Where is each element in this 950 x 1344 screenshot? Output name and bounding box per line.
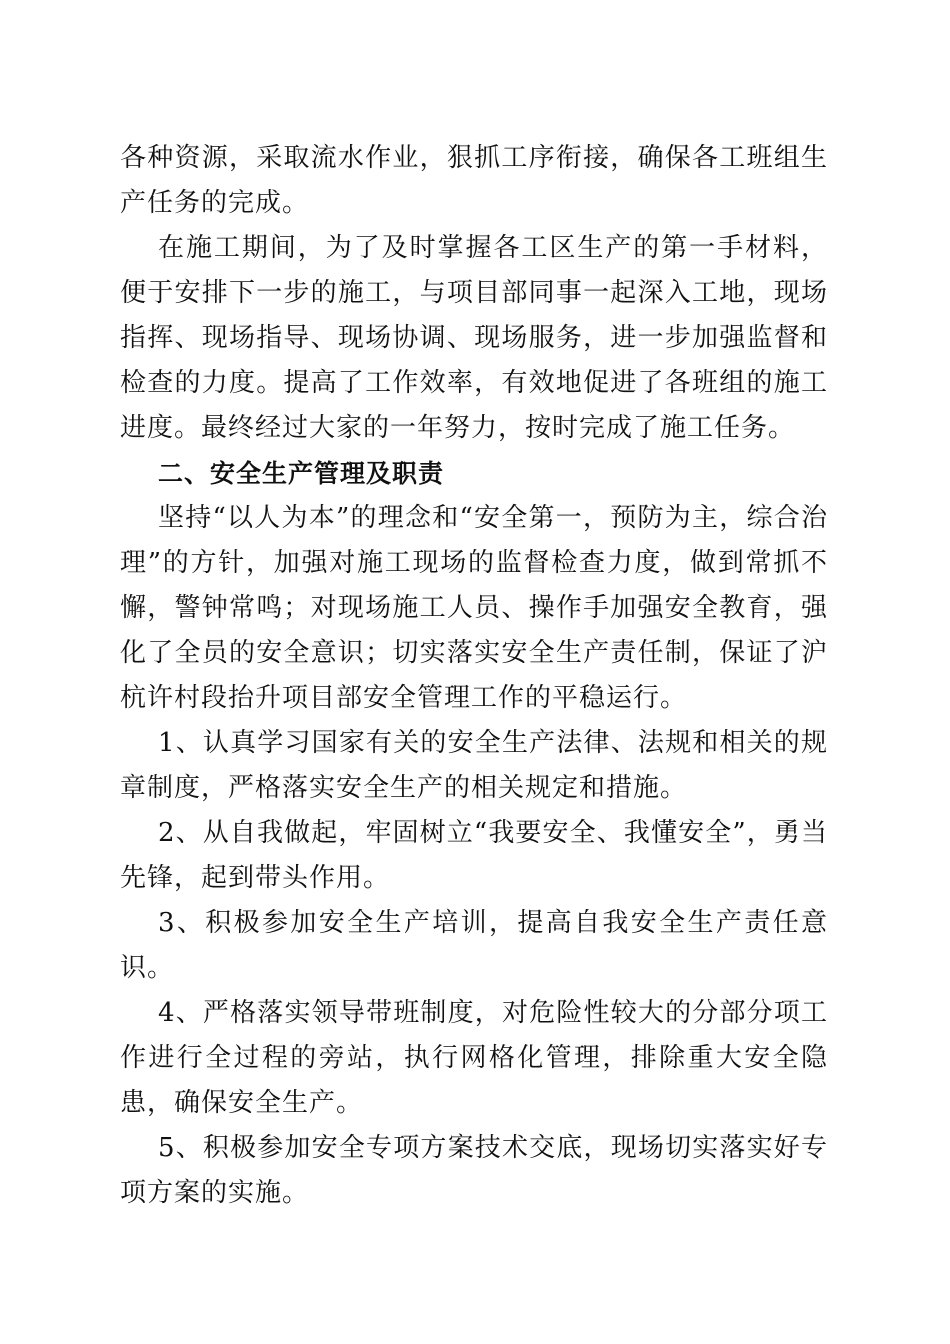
document-body bbox=[120, 136, 828, 1216]
paragraph-safety-policy: 坚持“以人为本”的理念和“安全第一，预防为主，综合治理”的方针，加强对施工现场的监督检查力度，做到常抓不懈，警钟常鸣；对现场施工人员、操作手加强安全教育，强化了全员的安全意识；切实落实安全生产责任制，保证了沪杭许村段抬升项目部安全管理工作的平稳运行。 bbox=[120, 503, 828, 713]
list-item-2: 2、从自我做起，牢固树立“我要安全、我懂安全”，勇当先锋，起到带头作用。 bbox=[120, 818, 828, 893]
section-heading-safety: 二、安全生产管理及职责 bbox=[158, 459, 445, 488]
list-item-3: 3、积极参加安全生产培训，提高自我安全生产责任意识。 bbox=[120, 908, 828, 983]
list-item-4: 4、严格落实领导带班制度，对危险性较大的分部分项工作进行全过程的旁站，执行网格化管理，排除重大安全隐患，确保安全生产。 bbox=[120, 998, 828, 1118]
paragraph-construction-period: 在施工期间，为了及时掌握各工区生产的第一手材料，便于安排下一步的施工，与项目部同事一起深入工地，现场指挥、现场指导、现场协调、现场服务，进一步加强监督和检查的力度。提高了工作效率，有效地促进了各班组的施工进度。最终经过大家的一年努力，按时完成了施工任务。 bbox=[120, 233, 828, 443]
list-item-5: 5、积极参加安全专项方案技术交底，现场切实落实好专项方案的实施。 bbox=[120, 1133, 828, 1208]
paragraph-continuation: 各种资源，采取流水作业，狠抓工序衔接，确保各工班组生产任务的完成。 bbox=[120, 143, 828, 218]
list-item-1: 1、认真学习国家有关的安全生产法律、法规和相关的规章制度，严格落实安全生产的相关规定和措施。 bbox=[120, 728, 828, 803]
